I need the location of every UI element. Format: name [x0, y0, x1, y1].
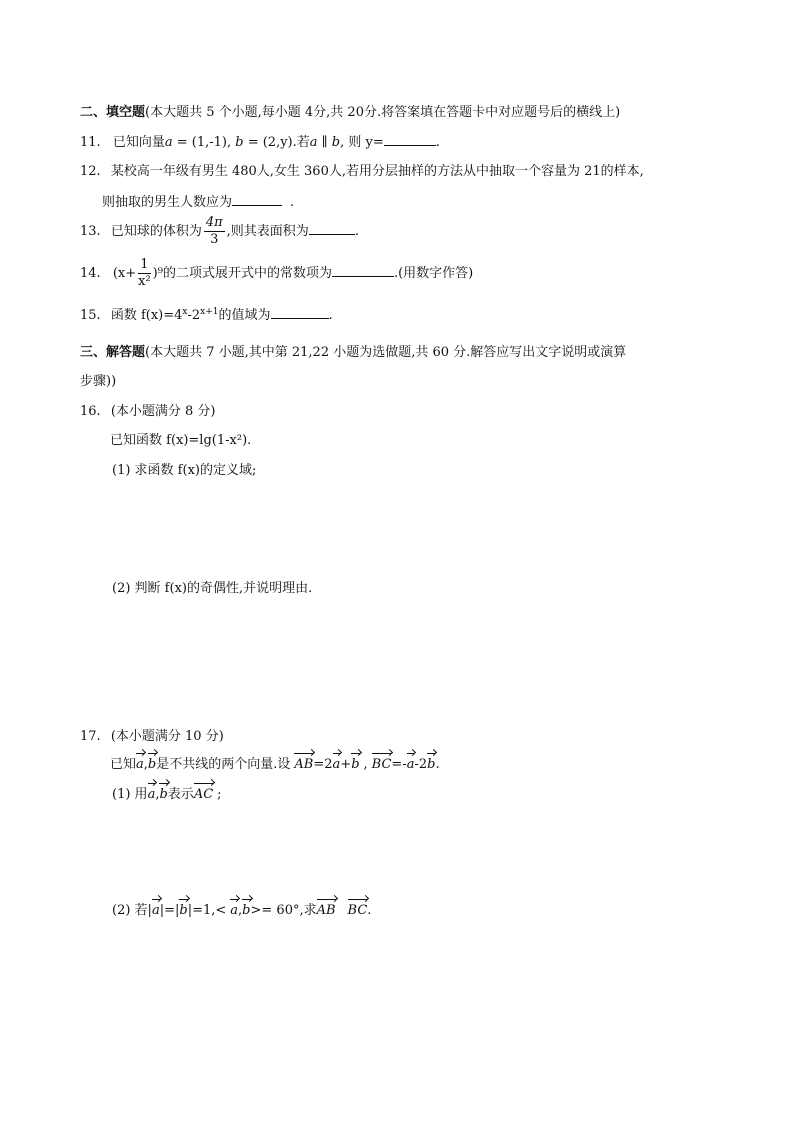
answer-blank: [271, 306, 329, 319]
question-15: 15. 函数 $f(x)=4^x-2^{x+1}$的值域为 .: [80, 307, 333, 323]
question-number: 15.: [80, 308, 101, 323]
section-2-description: (本大题共 5 个小题,每小题 4分,共 20分.将答案填在答题卡中对应题号后的横线上): [145, 105, 621, 120]
question-number: 17.: [80, 729, 101, 744]
question-16-part-2: (2) 判断 f(x)的奇偶性,并说明理由.: [112, 581, 313, 596]
section-3-heading: [80, 344, 626, 362]
vector-b: b: [147, 757, 157, 772]
question-number: 12.: [80, 164, 101, 179]
vector-AC: AC: [193, 787, 214, 802]
vector-a: a: [136, 757, 144, 772]
vector-b: b: [235, 135, 244, 150]
question-number: 16.: [80, 404, 101, 419]
answer-blank: [232, 193, 282, 206]
question-17-header: 17. (本小题满分 10 分): [80, 729, 224, 744]
vector-BC: BC: [371, 757, 392, 772]
section-3-description-line-2: 步骤)): [80, 374, 117, 389]
vector-AB: AB: [294, 757, 314, 772]
question-16-part-1: (1) 求函数 f(x)的定义域;: [112, 463, 257, 478]
question-17-part-1: (1) 用a,b表示AC ;: [112, 787, 222, 802]
question-number: 14.: [80, 266, 101, 281]
answer-blank: [384, 133, 436, 146]
section-3-description: (本大题共 7 小题,其中第 21,22 小题为选做题,共 60 分.解答应写出文字说明或演算: [145, 345, 627, 360]
question-16-header: 16. (本小题满分 8 分): [80, 404, 216, 419]
fraction: $\frac{1}{\text{x²}}$: [138, 257, 151, 289]
question-14: 14. (x+ $\frac{1}{\text{x²}}$ )⁹的二项式展开式中的常数项为 .(用数字作答): [80, 257, 474, 289]
question-number: 11.: [80, 135, 101, 150]
question-12: 12. 某校高一年级有男生 480人,女生 360人,若用分层抽样的方法从中抽取一个容量为 21的样本,: [80, 164, 644, 179]
vector-BC: BC: [347, 903, 368, 918]
section-2-title: 二、填空题: [80, 105, 146, 120]
section-2-heading: [80, 104, 620, 122]
answer-blank: [332, 264, 394, 277]
question-17-given: 已知a,b是不共线的两个向量.设 AB=2a+b , BC=-a-2b.: [110, 757, 440, 772]
question-16-given: 已知函数 f(x)=lg(1-x²).: [110, 433, 252, 448]
question-12-line-2: 则抽取的男生人数应为 .: [102, 195, 295, 210]
vector-AB: AB: [316, 903, 336, 918]
question-13: 13. 已知球的体积为 $\frac{4\pi}{3}$ ,则其表面积为 .: [80, 215, 359, 247]
question-number: 13.: [80, 224, 101, 239]
section-3-title: 三、解答题: [80, 345, 146, 360]
answer-blank: [309, 222, 355, 235]
question-17-part-2: (2) 若|a|=|b|=1,< a,b>= 60°,求AB BC.: [112, 903, 372, 918]
vector-a: a: [164, 135, 173, 150]
question-11: 11. 已知向量a = (1,-1), b = (2,y).若a ∥ b, 则 y= .: [80, 135, 440, 150]
fraction: $\frac{4\pi}{3}$: [205, 215, 223, 247]
